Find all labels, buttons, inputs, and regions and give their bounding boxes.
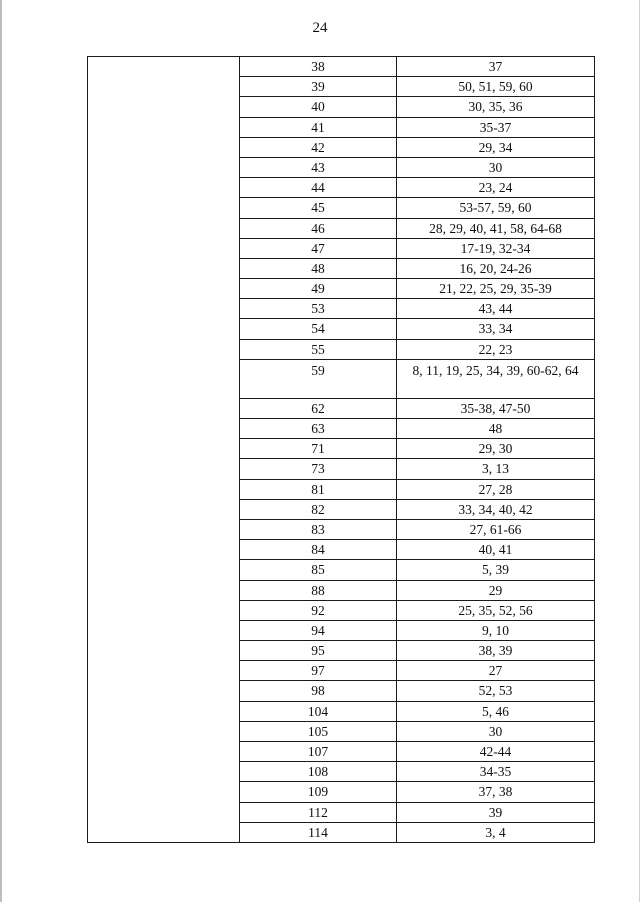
row-number-cell: 109: [240, 782, 397, 802]
scan-left-edge: [0, 0, 2, 902]
row-number-cell: 108: [240, 762, 397, 782]
index-table: [87, 56, 595, 843]
row-number-cell: 95: [240, 641, 397, 661]
row-pages-cell: 5, 46: [397, 701, 595, 721]
row-pages-cell: 35-37: [397, 117, 595, 137]
row-pages-cell: 8, 11, 19, 25, 34, 39, 60-62, 64: [397, 359, 595, 398]
row-pages-cell: 52, 53: [397, 681, 595, 701]
row-number-cell: 44: [240, 178, 397, 198]
row-pages-cell: 29: [397, 580, 595, 600]
row-pages-cell: 17-19, 32-34: [397, 238, 595, 258]
row-pages-cell: 42-44: [397, 742, 595, 762]
row-pages-cell: 5, 39: [397, 560, 595, 580]
row-number-cell: 39: [240, 77, 397, 97]
row-number-cell: 45: [240, 198, 397, 218]
row-pages-cell: 9, 10: [397, 620, 595, 640]
row-pages-cell: 27, 28: [397, 479, 595, 499]
row-pages-cell: 37: [397, 57, 595, 77]
row-number-cell: 62: [240, 398, 397, 418]
row-number-cell: 59: [240, 359, 397, 398]
row-number-cell: 97: [240, 661, 397, 681]
row-pages-cell: 48: [397, 419, 595, 439]
row-number-cell: 53: [240, 299, 397, 319]
row-number-cell: 84: [240, 540, 397, 560]
row-pages-cell: 27, 61-66: [397, 519, 595, 539]
row-number-cell: 81: [240, 479, 397, 499]
row-number-cell: 94: [240, 620, 397, 640]
row-number-cell: 48: [240, 258, 397, 278]
row-pages-cell: 35-38, 47-50: [397, 398, 595, 418]
row-pages-cell: 34-35: [397, 762, 595, 782]
row-number-cell: 42: [240, 137, 397, 157]
row-number-cell: 83: [240, 519, 397, 539]
row-pages-cell: 30, 35, 36: [397, 97, 595, 117]
row-pages-cell: 25, 35, 52, 56: [397, 600, 595, 620]
row-number-cell: 71: [240, 439, 397, 459]
row-pages-cell: 37, 38: [397, 782, 595, 802]
row-pages-cell: 38, 39: [397, 641, 595, 661]
row-pages-cell: 3, 4: [397, 822, 595, 842]
row-pages-cell: 33, 34: [397, 319, 595, 339]
row-number-cell: 47: [240, 238, 397, 258]
row-number-cell: 85: [240, 560, 397, 580]
row-pages-cell: 27: [397, 661, 595, 681]
row-number-cell: 46: [240, 218, 397, 238]
row-pages-cell: 30: [397, 157, 595, 177]
row-pages-cell: 40, 41: [397, 540, 595, 560]
table-row: [88, 57, 595, 77]
row-pages-cell: 39: [397, 802, 595, 822]
row-pages-cell: 53-57, 59, 60: [397, 198, 595, 218]
row-number-cell: 73: [240, 459, 397, 479]
row-number-cell: 114: [240, 822, 397, 842]
row-number-cell: 105: [240, 721, 397, 741]
index-table-body: [88, 57, 595, 843]
row-number-cell: 92: [240, 600, 397, 620]
row-pages-cell: 22, 23: [397, 339, 595, 359]
row-number-cell: 63: [240, 419, 397, 439]
row-number-cell: 43: [240, 157, 397, 177]
row-pages-cell: 43, 44: [397, 299, 595, 319]
page-number: 24: [312, 20, 328, 36]
row-number-cell: 54: [240, 319, 397, 339]
row-number-cell: 88: [240, 580, 397, 600]
row-number-cell: 107: [240, 742, 397, 762]
row-number-cell: 49: [240, 279, 397, 299]
row-number-cell: 38: [240, 57, 397, 77]
row-pages-cell: 33, 34, 40, 42: [397, 499, 595, 519]
row-number-cell: 40: [240, 97, 397, 117]
row-pages-cell: 23, 24: [397, 178, 595, 198]
blank-column-cell: [88, 57, 240, 843]
row-pages-cell: 3, 13: [397, 459, 595, 479]
row-pages-cell: 28, 29, 40, 41, 58, 64-68: [397, 218, 595, 238]
row-number-cell: 112: [240, 802, 397, 822]
row-number-cell: 55: [240, 339, 397, 359]
row-pages-cell: 29, 34: [397, 137, 595, 157]
row-pages-cell: 30: [397, 721, 595, 741]
row-number-cell: 98: [240, 681, 397, 701]
row-number-cell: 104: [240, 701, 397, 721]
row-pages-cell: 29, 30: [397, 439, 595, 459]
row-pages-cell: 21, 22, 25, 29, 35-39: [397, 279, 595, 299]
row-number-cell: 82: [240, 499, 397, 519]
row-pages-cell: 50, 51, 59, 60: [397, 77, 595, 97]
row-number-cell: 41: [240, 117, 397, 137]
row-pages-cell: 16, 20, 24-26: [397, 258, 595, 278]
